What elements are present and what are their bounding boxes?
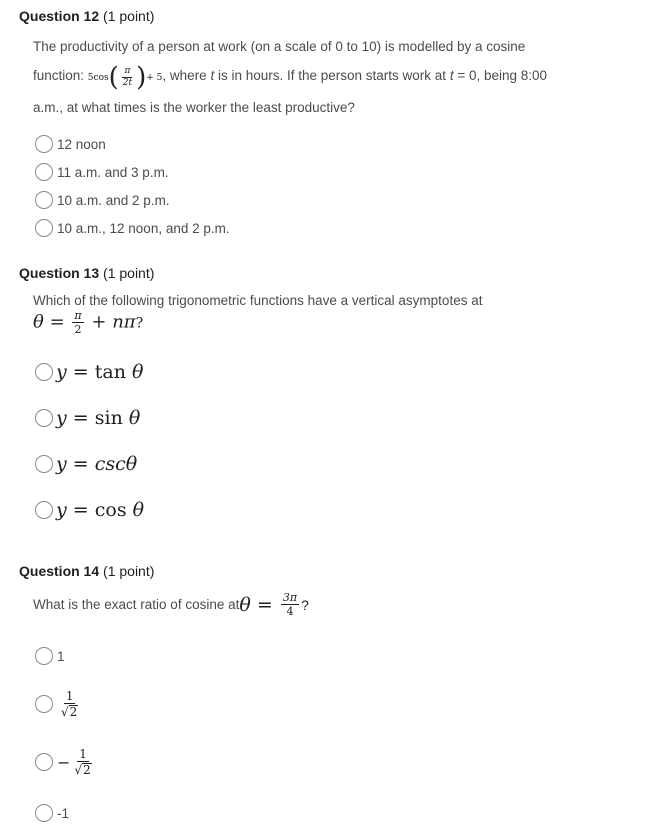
radio-button[interactable] <box>35 191 53 209</box>
option-equation: y = tan θ <box>56 361 144 383</box>
option-label: 10 a.m., 12 noon, and 2 p.m. <box>57 220 230 236</box>
question-12-prompt <box>33 32 587 122</box>
asymptote-equation: θ = $\frac{\pi}{2}$ + nπ? <box>33 309 144 336</box>
question-title: Question 13 <box>19 265 100 281</box>
prompt-line-1: The productivity of a person at work (on a scale of 0 to 10) is modelled by a cosine <box>33 39 526 54</box>
option-label: 12 noon <box>57 136 106 152</box>
option-label: -1 <box>57 805 70 821</box>
option-label: 1 <box>57 648 65 664</box>
question-points: (1 point) <box>103 8 155 24</box>
radio-button[interactable] <box>35 695 53 713</box>
q14-option-1[interactable] <box>35 645 65 667</box>
q12-option-1[interactable] <box>35 133 106 155</box>
prompt-line-2: function: 5cos( $\frac{\pi}{2t}$ )+ 5, where t is in hours. If the person starts work at t = 0, being 8:00 <box>33 62 548 93</box>
q13-option-1[interactable] <box>35 360 143 384</box>
question-14-prompt <box>33 592 309 617</box>
option-fraction: − 1 √ 2 <box>57 747 91 777</box>
radio-button[interactable] <box>35 753 53 771</box>
radio-button[interactable] <box>35 804 53 822</box>
question-12-title <box>19 8 154 24</box>
angle-equation: θ = $\frac{3\pi}{4}$ ? <box>239 591 309 618</box>
q12-option-2[interactable] <box>35 161 169 183</box>
question-points: (1 point) <box>103 563 155 579</box>
question-points: (1 point) <box>103 265 155 281</box>
option-equation: y = sin θ <box>56 407 141 429</box>
radio-button[interactable] <box>35 409 53 427</box>
q13-option-2[interactable] <box>35 406 140 430</box>
radio-button[interactable] <box>35 363 53 381</box>
option-fraction: 1 √ 2 <box>61 689 78 719</box>
question-13-title <box>19 265 154 281</box>
radio-button[interactable] <box>35 135 53 153</box>
option-label: 10 a.m. and 2 p.m. <box>57 192 170 208</box>
radio-button[interactable] <box>35 163 53 181</box>
question-title: Question 14 <box>19 563 100 579</box>
radio-button[interactable] <box>35 501 53 519</box>
option-label: 11 a.m. and 3 p.m. <box>57 164 169 180</box>
question-title: Question 12 <box>19 8 100 24</box>
prompt-text: What is the exact ratio of cosine at <box>33 597 240 612</box>
q12-option-4[interactable] <box>35 217 230 239</box>
option-equation: y = cos θ <box>56 499 145 521</box>
option-equation: y = cscθ <box>56 453 138 475</box>
question-13-prompt <box>33 293 482 335</box>
question-14-title <box>19 563 154 579</box>
q12-option-3[interactable] <box>35 189 170 211</box>
q13-option-3[interactable] <box>35 452 137 476</box>
q14-option-4[interactable] <box>35 802 69 824</box>
productivity-formula: 5cos( $\frac{\pi}{2t}$ )+ 5 <box>87 62 163 93</box>
prompt-line-3: a.m., at what times is the worker the least productive? <box>33 100 355 115</box>
radio-button[interactable] <box>35 219 53 237</box>
q14-option-2[interactable] <box>35 686 82 722</box>
q14-option-3[interactable] <box>35 744 96 780</box>
radio-button[interactable] <box>35 455 53 473</box>
q13-option-4[interactable] <box>35 498 144 522</box>
prompt-line-1: Which of the following trigonometric functions have a vertical asymptotes at <box>33 293 483 308</box>
radio-button[interactable] <box>35 647 53 665</box>
